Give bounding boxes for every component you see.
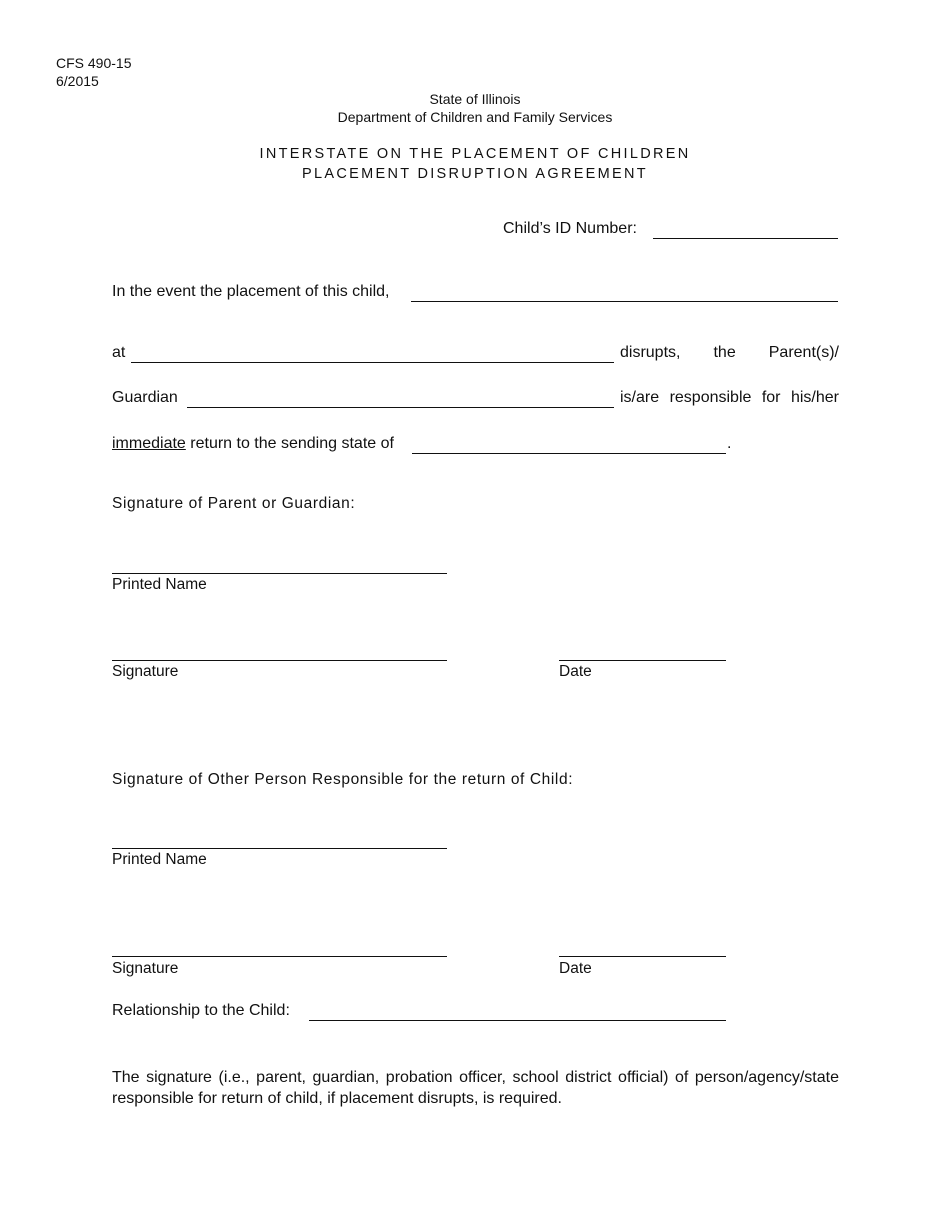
agreement-line4 [112, 435, 394, 453]
agreement-the: the [713, 344, 736, 361]
parent-signature-field[interactable] [112, 660, 447, 661]
child-id-field[interactable] [653, 238, 838, 239]
sending-state-field[interactable] [412, 453, 726, 454]
other-printed-name-label: Printed Name [112, 851, 207, 868]
other-signature-label: Signature [112, 960, 179, 977]
child-id-label: Child’s ID Number: [503, 220, 637, 237]
parent-signature-label: Signature [112, 663, 179, 680]
agreement-isare: is/are [620, 389, 660, 406]
parent-date-field[interactable] [559, 660, 726, 661]
state-name: State of Illinois [429, 91, 521, 107]
agreement-line1-text: In the event the placement of this child, [112, 283, 390, 300]
parent-printed-name-label: Printed Name [112, 576, 207, 593]
agreement-line3-tail [620, 389, 839, 407]
agreement-responsible: responsible [669, 389, 752, 406]
relationship-field[interactable] [309, 1020, 726, 1021]
form-date: 6/2015 [56, 73, 99, 89]
agreement-parents: Parent(s)/ [768, 344, 839, 361]
other-date-field[interactable] [559, 956, 726, 957]
child-name-field[interactable] [411, 301, 838, 302]
footer-note: The signature (i.e., parent, guardian, probation officer, school district official) of person/agency/state responsible for return of child, if placement disrupts, is required. [112, 1069, 839, 1107]
other-signature-heading: Signature of Other Person Responsible for the return of Child: [112, 771, 574, 788]
relationship-label: Relationship to the Child: [112, 1002, 290, 1019]
form-title-line2: PLACEMENT DISRUPTION AGREEMENT [302, 166, 648, 182]
form-title-line1: INTERSTATE ON THE PLACEMENT OF CHILDREN [259, 146, 691, 162]
agreement-hisher: his/her [790, 389, 839, 406]
agreement-guardian: Guardian [112, 389, 178, 406]
agreement-period: . [727, 435, 732, 452]
other-date-label: Date [559, 960, 592, 977]
parent-date-label: Date [559, 663, 592, 680]
agreement-line2-tail [620, 344, 839, 362]
guardian-name-field[interactable] [187, 407, 614, 408]
placement-location-field[interactable] [131, 362, 614, 363]
other-signature-field[interactable] [112, 956, 447, 957]
other-printed-name-field[interactable] [112, 848, 447, 849]
parent-printed-name-field[interactable] [112, 573, 447, 574]
parent-signature-heading: Signature of Parent or Guardian: [112, 495, 356, 512]
department-name: Department of Children and Family Services [337, 109, 613, 125]
form-code: CFS 490-15 [56, 55, 132, 71]
agreement-at: at [112, 344, 126, 361]
agreement-line4-rest: return to the sending state of [190, 435, 394, 452]
agreement-disrupts: disrupts, [620, 344, 681, 361]
agreement-immediate: immediate [112, 435, 186, 452]
agreement-for: for [761, 389, 781, 406]
